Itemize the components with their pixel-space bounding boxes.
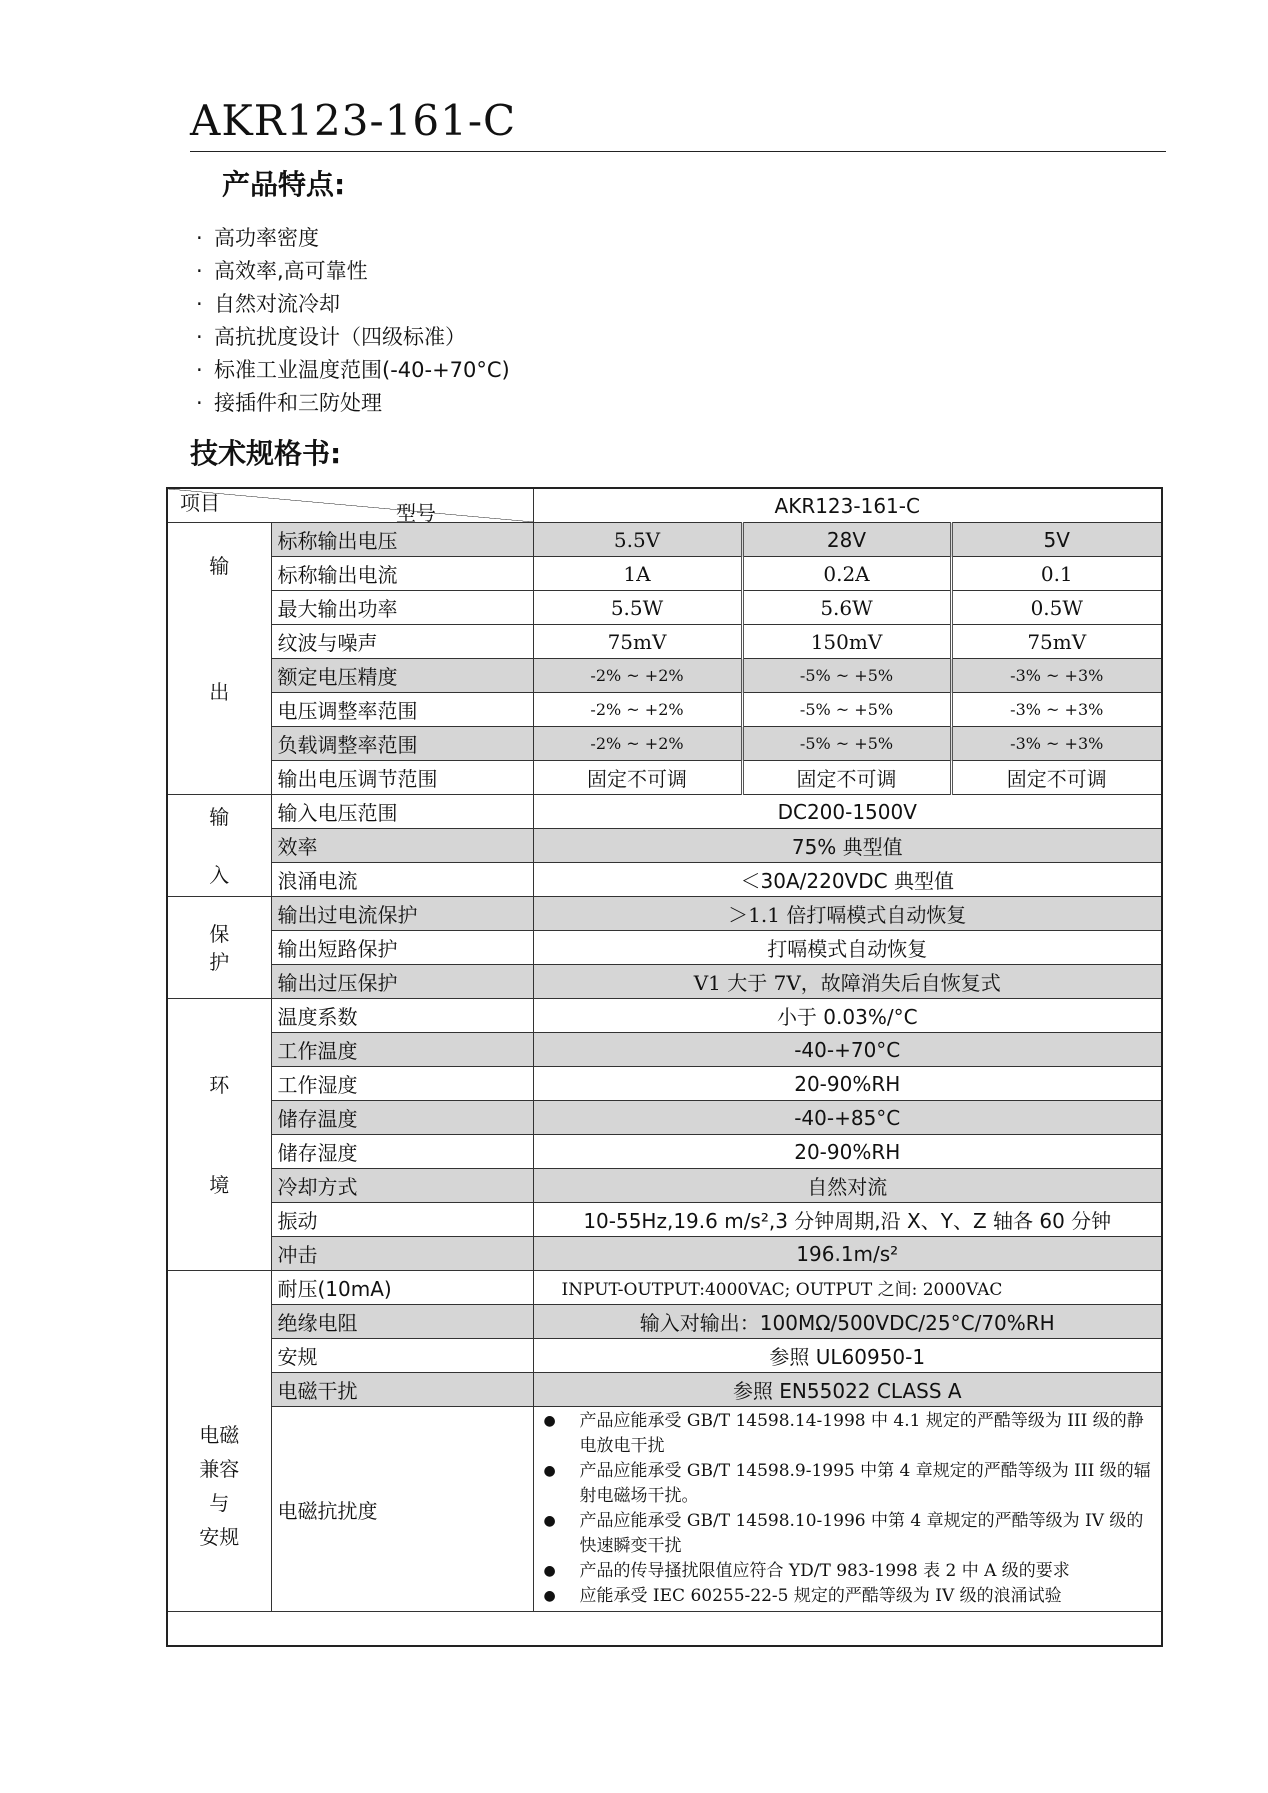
cell-value: 75mV — [951, 625, 1162, 659]
row-label: 工作温度 — [271, 1033, 533, 1067]
cell-value: 10-55Hz,19.6 m/s²,3 分钟周期,沿 X、Y、Z 轴各 60 分钟 — [533, 1203, 1162, 1237]
title-divider — [190, 151, 1166, 152]
cell-value: -40-+70°C — [533, 1033, 1162, 1067]
header-model-value: AKR123-161-C — [533, 488, 1162, 523]
cell-value: INPUT-OUTPUT:4000VAC; OUTPUT 之间: 2000VAC — [533, 1271, 1162, 1305]
cell-value: 0.5W — [951, 591, 1162, 625]
feature-list — [196, 222, 510, 420]
row-label: 输出电压调节范围 — [271, 761, 533, 795]
feature-item: · 高抗扰度设计（四级标准） — [196, 321, 510, 354]
feature-item: · 接插件和三防处理 — [196, 387, 510, 420]
row-label: 输出过压保护 — [271, 965, 533, 999]
emc-immunity-point: ● 产品应能承受 GB/T 14598.10-1996 中第 4 章规定的严酷等级为 IV 级的快速瞬变干扰 — [580, 1509, 1152, 1559]
cell-value: -3% ~ +3% — [951, 693, 1162, 727]
cell-value: -2% ~ +2% — [533, 693, 742, 727]
row-label: 负载调整率范围 — [271, 727, 533, 761]
row-label: 标称输出电压 — [271, 523, 533, 557]
cell-value: 75mV — [533, 625, 742, 659]
emc-immunity-point: ● 应能承受 IEC 60255-22-5 规定的严酷等级为 IV 级的浪涌试验 — [580, 1584, 1152, 1609]
cell-value: 自然对流 — [533, 1169, 1162, 1203]
emc-immunity-list — [534, 1407, 1152, 1611]
cell-value: -40-+85°C — [533, 1101, 1162, 1135]
bullet: · — [196, 292, 203, 316]
table-footer-blank — [167, 1612, 1162, 1647]
emc-immunity-cell — [533, 1407, 1162, 1612]
cell-value: 20-90%RH — [533, 1135, 1162, 1169]
row-label: 电压调整率范围 — [271, 693, 533, 727]
cell-value: -5% ~ +5% — [742, 727, 951, 761]
cell-value: 150mV — [742, 625, 951, 659]
row-label: 输出过电流保护 — [271, 897, 533, 931]
cell-value: 196.1m/s² — [533, 1237, 1162, 1271]
row-label: 冲击 — [271, 1237, 533, 1271]
bullet: · — [196, 259, 203, 283]
row-label: 输出短路保护 — [271, 931, 533, 965]
spec-heading: 技术规格书: — [190, 437, 342, 470]
emc-immunity-point: ● 产品应能承受 GB/T 14598.14-1998 中 4.1 规定的严酷等级为 III 级的静电放电干扰 — [580, 1409, 1152, 1459]
cell-value: 5V — [951, 523, 1162, 557]
cell-value: 参照 EN55022 CLASS A — [533, 1373, 1162, 1407]
row-label: 纹波与噪声 — [271, 625, 533, 659]
emc-immunity-point: ● 产品应能承受 GB/T 14598.9-1995 中第 4 章规定的严酷等级为 III 级的辐射电磁场干扰。 — [580, 1459, 1152, 1509]
cell-value: DC200-1500V — [533, 795, 1162, 829]
cell-value: ＜30A/220VDC 典型值 — [533, 863, 1162, 897]
cell-value: 5.5V — [533, 523, 742, 557]
cell-value: 固定不可调 — [742, 761, 951, 795]
cell-value: 5.5W — [533, 591, 742, 625]
row-label: 浪涌电流 — [271, 863, 533, 897]
bullet: · — [196, 391, 203, 415]
row-label: 标称输出电流 — [271, 557, 533, 591]
cell-value: 打嗝模式自动恢复 — [533, 931, 1162, 965]
emc-immunity-point: ● 产品的传导搔扰限值应符合 YD/T 983-1998 表 2 中 A 级的要求 — [580, 1559, 1152, 1584]
features-heading: 产品特点: — [222, 168, 346, 201]
row-label: 输入电压范围 — [271, 795, 533, 829]
row-label: 振动 — [271, 1203, 533, 1237]
row-label: 工作湿度 — [271, 1067, 533, 1101]
feature-item: · 标准工业温度范围(-40-+70°C) — [196, 354, 510, 387]
header-model-label: 型号 — [396, 501, 436, 525]
feature-item: · 高功率密度 — [196, 222, 510, 255]
feature-item: · 自然对流冷却 — [196, 288, 510, 321]
cell-value: 小于 0.03%/°C — [533, 999, 1162, 1033]
category-output: 输 出 — [167, 523, 271, 795]
row-label: 安规 — [271, 1339, 533, 1373]
cell-value: 0.2A — [742, 557, 951, 591]
row-label: 储存湿度 — [271, 1135, 533, 1169]
cell-value: -5% ~ +5% — [742, 659, 951, 693]
cell-value: -2% ~ +2% — [533, 659, 742, 693]
row-label: 绝缘电阻 — [271, 1305, 533, 1339]
cell-value: -3% ~ +3% — [951, 659, 1162, 693]
category-input: 输 入 — [167, 795, 271, 897]
cell-value: 固定不可调 — [533, 761, 742, 795]
category-protection: 保 护 — [167, 897, 271, 999]
cell-value: V1 大于 7V，故障消失后自恢复式 — [533, 965, 1162, 999]
category-environment: 环 境 — [167, 999, 271, 1271]
bullet: · — [196, 358, 203, 382]
header-item-label: 项目 — [180, 491, 220, 515]
cell-value: -5% ~ +5% — [742, 693, 951, 727]
category-emc: 电磁 兼容 与 安规 — [167, 1271, 271, 1612]
row-label: 电磁干扰 — [271, 1373, 533, 1407]
cell-value: 28V — [742, 523, 951, 557]
cell-value: 75% 典型值 — [533, 829, 1162, 863]
spec-table — [166, 487, 1163, 1647]
table-header-diagonal — [167, 488, 533, 523]
cell-value: -3% ~ +3% — [951, 727, 1162, 761]
bullet: · — [196, 226, 203, 250]
cell-value: 20-90%RH — [533, 1067, 1162, 1101]
cell-value: 参照 UL60950-1 — [533, 1339, 1162, 1373]
cell-value: 1A — [533, 557, 742, 591]
cell-value: 固定不可调 — [951, 761, 1162, 795]
cell-value: 0.1 — [951, 557, 1162, 591]
row-label: 最大输出功率 — [271, 591, 533, 625]
row-label: 储存温度 — [271, 1101, 533, 1135]
feature-item: · 高效率,高可靠性 — [196, 255, 510, 288]
cell-value: 5.6W — [742, 591, 951, 625]
document-title: AKR123-161-C — [190, 96, 517, 145]
row-label: 额定电压精度 — [271, 659, 533, 693]
row-label: 电磁抗扰度 — [271, 1407, 533, 1612]
bullet: · — [196, 325, 203, 349]
row-label: 温度系数 — [271, 999, 533, 1033]
row-label: 耐压(10mA) — [271, 1271, 533, 1305]
cell-value: ＞1.1 倍打嗝模式自动恢复 — [533, 897, 1162, 931]
row-label: 效率 — [271, 829, 533, 863]
row-label: 冷却方式 — [271, 1169, 533, 1203]
cell-value: 输入对输出：100MΩ/500VDC/25°C/70%RH — [533, 1305, 1162, 1339]
cell-value: -2% ~ +2% — [533, 727, 742, 761]
